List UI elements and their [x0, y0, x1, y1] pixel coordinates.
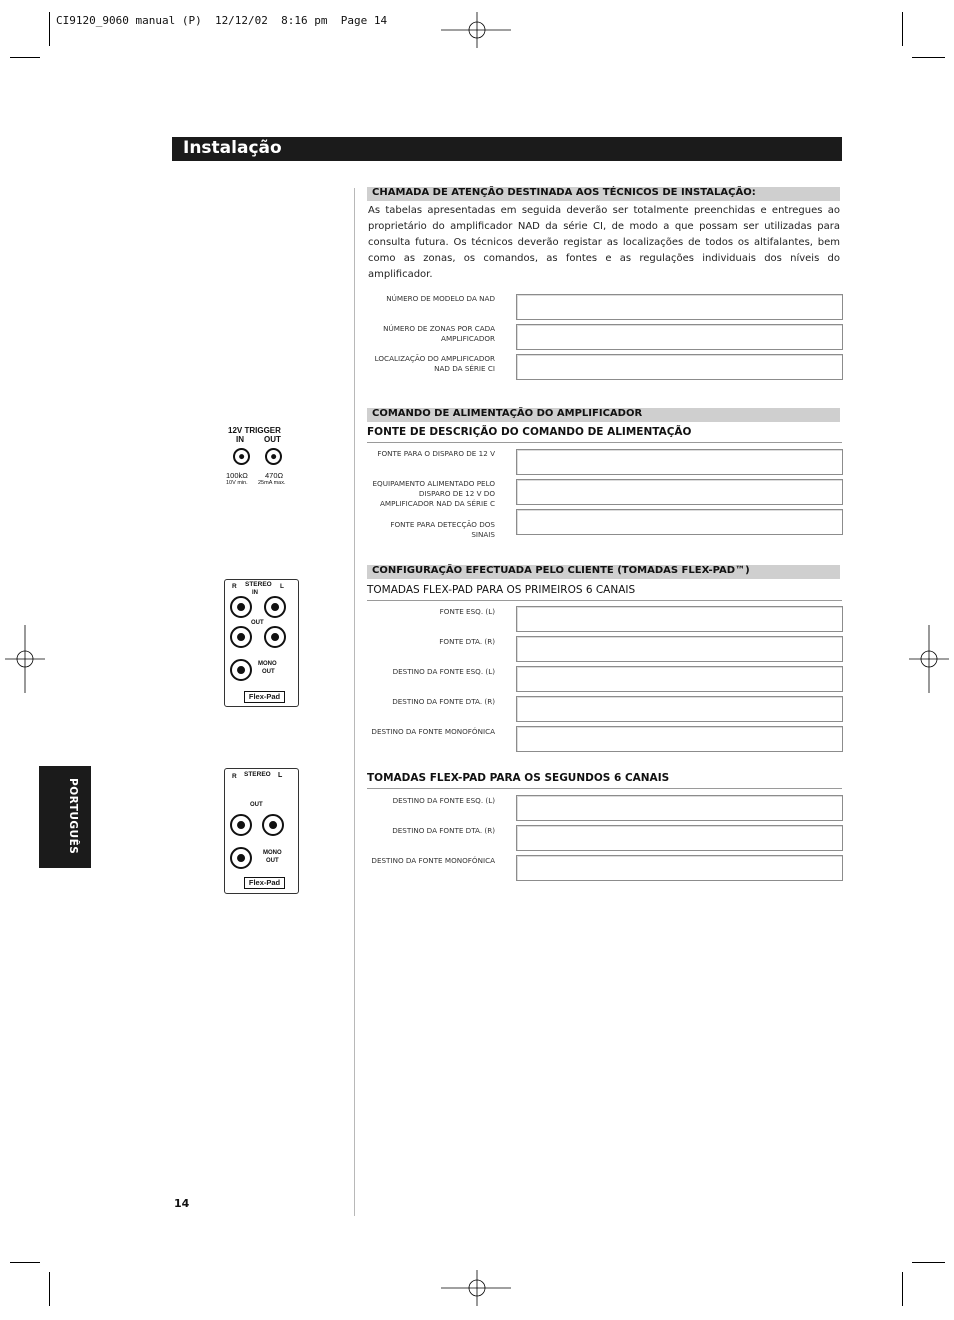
field-box-signal-sense[interactable]: [516, 509, 843, 535]
panel-label-stereo: STEREO: [245, 581, 272, 588]
panel-label-l: L: [280, 583, 284, 590]
trigger-in-spec: 10V min.: [226, 480, 248, 486]
field-label: FONTE PARA DETECÇÃO DOS SINAIS: [390, 520, 495, 539]
panel-label-r: R: [232, 773, 237, 780]
trigger-title: 12V TRIGGER: [228, 426, 281, 435]
section-heading-technician: CHAMADA DE ATENÇÃO DESTINADA AOS TÉCNICOS DE INSTALAÇÃO:: [367, 187, 840, 201]
panel-label-mono: MONO: [258, 661, 277, 667]
trigger-out-jack: [265, 448, 282, 465]
field-box-trigger-source[interactable]: [516, 449, 843, 475]
stereo-out-l-jack: [264, 626, 286, 648]
flexpad-badge: Flex-Pad: [244, 877, 285, 889]
subheading-rule: [367, 788, 842, 789]
panel-label-out: OUT: [251, 620, 264, 626]
stereo-out-l-jack: [262, 814, 284, 836]
field-box-dest-left[interactable]: [516, 666, 843, 692]
panel-label-mono-out: OUT: [266, 858, 279, 864]
section-heading-power: COMANDO DE ALIMENTAÇÃO DO AMPLIFICADOR: [367, 408, 840, 422]
trigger-out-label: OUT: [264, 435, 281, 444]
field-label: EQUIPAMENTO ALIMENTADO PELO DISPARO DE 12 V DO AMPLIFICADOR NAD DA SÉRIE C: [372, 479, 495, 508]
field-label: NÚMERO DE ZONAS POR CADA AMPLIFICADOR: [383, 324, 495, 343]
panel-label-l: L: [278, 772, 283, 779]
mono-out-jack: [230, 847, 252, 869]
field-label: LOCALIZAÇÃO DO AMPLIFICADOR NAD DA SÉRIE CI: [374, 354, 495, 373]
flexpad-panel-1: [224, 579, 299, 707]
stereo-out-r-jack: [230, 626, 252, 648]
trigger-in-value: 100kΩ: [226, 471, 248, 480]
field-box-location[interactable]: [516, 354, 843, 380]
field-label: NÚMERO DE MODELO DA NAD: [386, 294, 495, 303]
stereo-out-r-jack: [230, 814, 252, 836]
panel-label-mono: MONO: [263, 850, 282, 856]
field-box-source-left[interactable]: [516, 606, 843, 632]
subheading-rule: [367, 600, 842, 601]
mono-out-jack: [230, 659, 252, 681]
stereo-in-r-jack: [230, 596, 252, 618]
flexpad-badge: Flex-Pad: [244, 691, 285, 703]
panel-label-stereo: STEREO: [244, 771, 271, 778]
field-label: DESTINO DA FONTE DTA. (R): [392, 697, 495, 706]
panel-label-out: OUT: [250, 802, 263, 808]
subheading-power-source: FONTE DE DESCRIÇÃO DO COMANDO DE ALIMENTAÇÃO: [367, 426, 692, 438]
panel-label-r: R: [232, 583, 237, 590]
field-label: FONTE ESQ. (L): [439, 607, 495, 616]
field-label: DESTINO DA FONTE MONOFÓNICA: [371, 727, 495, 736]
field-box-dest-left-2[interactable]: [516, 795, 843, 821]
field-box-dest-right-2[interactable]: [516, 825, 843, 851]
page-title: Instalação: [183, 138, 282, 158]
page-title-bar: [172, 137, 842, 161]
field-label: DESTINO DA FONTE DTA. (R): [392, 826, 495, 835]
field-box-zones[interactable]: [516, 324, 843, 350]
field-label: DESTINO DA FONTE MONOFÓNICA: [371, 856, 495, 865]
field-label: DESTINO DA FONTE ESQ. (L): [392, 796, 495, 805]
subheading-flexpad-second: TOMADAS FLEX-PAD PARA OS SEGUNDOS 6 CANAIS: [367, 772, 670, 784]
field-label: FONTE DTA. (R): [439, 637, 495, 646]
stereo-in-l-jack: [264, 596, 286, 618]
print-header: CI9120_9060 manual (P) 12/12/02 8:16 pm Page 14: [56, 14, 388, 27]
field-box-dest-mono[interactable]: [516, 726, 843, 752]
language-tab-label: PORTUGUÊS: [67, 778, 79, 855]
field-box-model-number[interactable]: [516, 294, 843, 320]
intro-paragraph: As tabelas apresentadas em seguida deverão ser totalmente preenchidas e entregues ao proprietário do amplificador NAD da série CI, de modo a que possam ser utilizadas para consulta futura. Os técnicos deverão registar as localizações de todos os altifalantes, bem como as zonas, os comandos, as fontes e as regulações individuais dos níveis do amplificador.: [368, 205, 840, 280]
column-divider: [354, 188, 355, 1216]
trigger-diagram: [224, 424, 304, 490]
language-tab: [39, 766, 91, 868]
flexpad-panel-2: [224, 768, 299, 894]
panel-label-mono-out: OUT: [262, 669, 275, 675]
trigger-out-spec: 25mA max.: [258, 480, 286, 486]
trigger-out-value: 470Ω: [265, 471, 284, 480]
panel-label-in: IN: [252, 590, 258, 596]
field-label: DESTINO DA FONTE ESQ. (L): [392, 667, 495, 676]
field-box-dest-mono-2[interactable]: [516, 855, 843, 881]
trigger-in-label: IN: [236, 435, 244, 444]
trigger-in-jack: [233, 448, 250, 465]
subheading-flexpad-first: TOMADAS FLEX-PAD PARA OS PRIMEIROS 6 CANAIS: [367, 584, 636, 596]
field-box-powered-equipment[interactable]: [516, 479, 843, 505]
subheading-rule: [367, 442, 842, 443]
field-box-dest-right[interactable]: [516, 696, 843, 722]
field-box-source-right[interactable]: [516, 636, 843, 662]
section-heading-flexpad: CONFIGURAÇÃO EFECTUADA PELO CLIENTE (TOMADAS FLEX-PAD™): [367, 565, 840, 579]
page-number: 14: [174, 1197, 190, 1210]
field-label: FONTE PARA O DISPARO DE 12 V: [377, 449, 495, 458]
